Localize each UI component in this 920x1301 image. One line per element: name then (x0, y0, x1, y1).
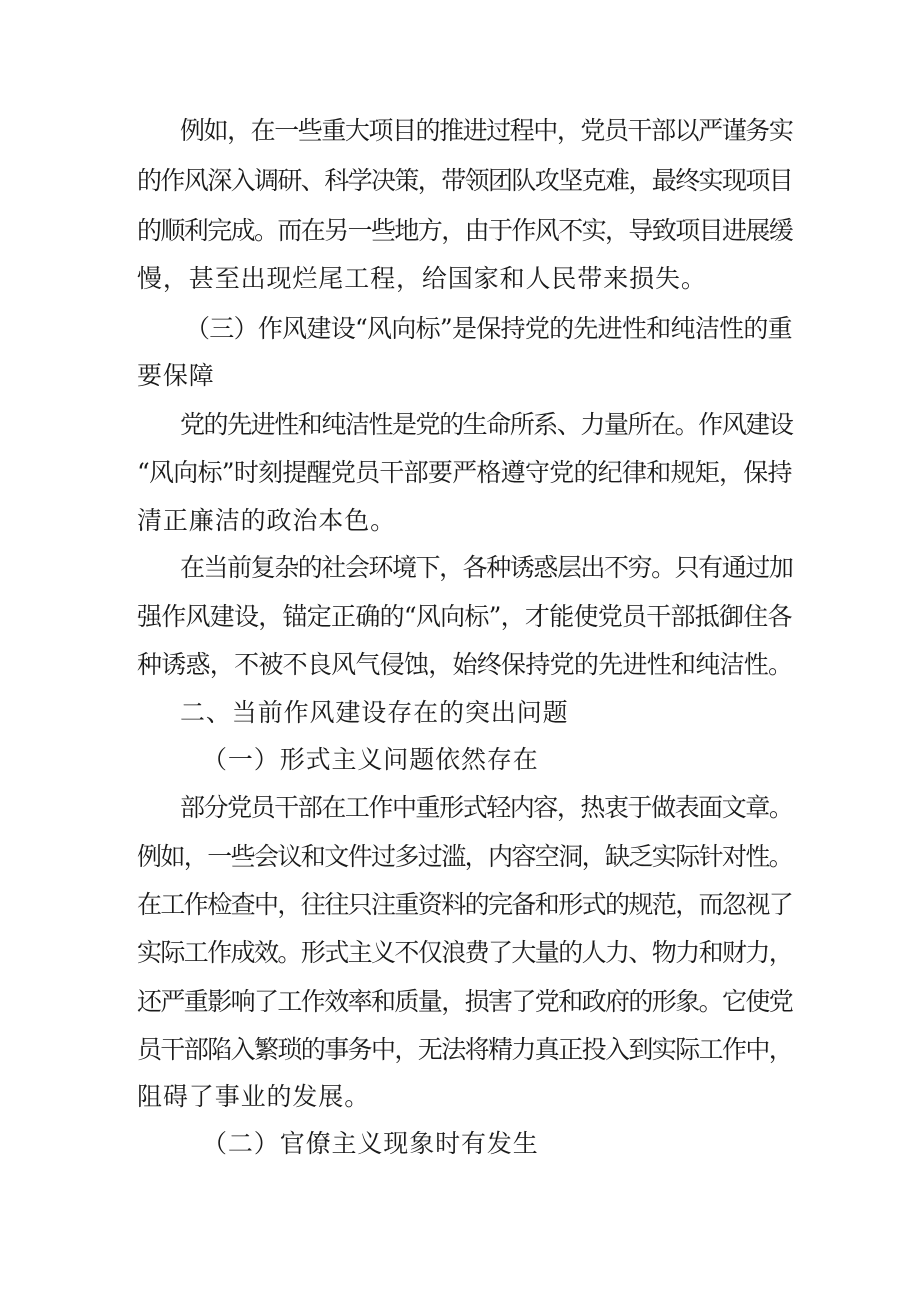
paragraph-line: 例如，一些会议和文件过多过滥，内容空洞，缺乏实际针对性。 (137, 842, 793, 871)
paragraph-line: 种诱惑，不被不良风气侵蚀，始终保持党的先进性和纯洁性。 (137, 650, 793, 679)
subsection-heading-1: （一）形式主义问题依然存在 (202, 745, 539, 774)
paragraph-line: 实际工作成效。形式主义不仅浪费了大量的人力、物力和财力， (137, 938, 793, 967)
paragraph-line: 在工作检查中，往往只注重资料的完备和形式的规范，而忽视了 (137, 890, 793, 919)
paragraph-line: 部分党员干部在工作中重形式轻内容，热衷于做表面文章。 (180, 793, 793, 822)
paragraph-line: 强作风建设，锚定正确的“风向标”，才能使党员干部抵御住各 (137, 602, 792, 631)
section-heading-2: 二、当前作风建设存在的突出问题 (180, 698, 569, 727)
paragraph-line: 清正廉洁的政治本色。 (137, 506, 397, 535)
paragraph-line: 党的先进性和纯洁性是党的生命所系、力量所在。作风建设 (180, 410, 793, 439)
paragraph-line: 慢，甚至出现烂尾工程，给国家和人民带来损失。 (137, 264, 707, 293)
paragraph-line: 的作风深入调研、科学决策，带领团队攻坚克难，最终实现项目 (137, 166, 793, 195)
paragraph-line: 在当前复杂的社会环境下，各种诱惑层出不穷。只有通过加 (180, 553, 793, 582)
section-heading-3-cont: 要保障 (137, 361, 215, 390)
paragraph-line: 例如，在一些重大项目的推进过程中，党员干部以严谨务实 (180, 116, 793, 145)
subsection-heading-2: （二）官僚主义现象时有发生 (202, 1129, 539, 1158)
paragraph-line: 员干部陷入繁琐的事务中，无法将精力真正投入到实际工作中， (137, 1035, 793, 1064)
paragraph-line: 的顺利完成。而在另一些地方，由于作风不实，导致项目进展缓 (137, 216, 793, 245)
paragraph-line: “风向标”时刻提醒党员干部要严格遵守党的纪律和规矩，保持 (137, 458, 792, 487)
paragraph-line: 还严重影响了工作效率和质量，损害了党和政府的形象。它使党 (137, 987, 793, 1016)
section-heading-3: （三）作风建设“风向标”是保持党的先进性和纯洁性的重 (185, 314, 792, 343)
paragraph-line: 阻碍了事业的发展。 (137, 1082, 371, 1111)
